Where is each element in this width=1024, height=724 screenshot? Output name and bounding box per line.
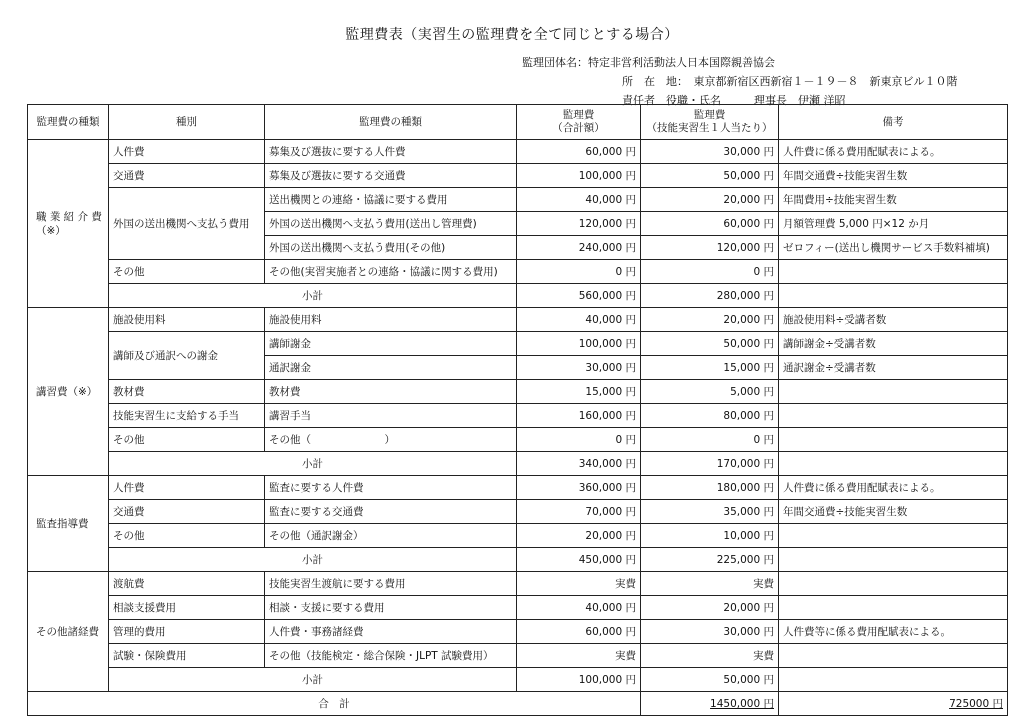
row-per-person: 120,000 円 <box>641 236 779 260</box>
row-per-person: 30,000 円 <box>641 140 779 164</box>
row-category: 教材費 <box>109 380 265 404</box>
row-kind: 送出機関との連絡・協議に要する費用 <box>265 188 517 212</box>
row-per-person: 15,000 円 <box>641 356 779 380</box>
row-per-person: 0 円 <box>641 428 779 452</box>
org-responsible: 責任者 役職・氏名 理事長 伊瀬 洋昭 <box>622 94 846 107</box>
table-row <box>28 428 1008 452</box>
row-note <box>779 428 1008 452</box>
row-per-person: 20,000 円 <box>641 188 779 212</box>
row-total: 60,000 円 <box>517 140 641 164</box>
subtotal-label: 小計 <box>109 668 517 692</box>
row-total: 100,000 円 <box>517 332 641 356</box>
subtotal-row <box>28 284 1008 308</box>
subtotal-total: 450,000 円 <box>517 548 641 572</box>
row-per-person: 50,000 円 <box>641 332 779 356</box>
row-note: 年間交通費÷技能実習生数 <box>779 164 1008 188</box>
table-row <box>28 164 1008 188</box>
row-kind: 施設使用料 <box>265 308 517 332</box>
table-row <box>28 380 1008 404</box>
row-kind: その他（ ） <box>265 428 517 452</box>
row-note: 人件費に係る費用配賦表による。 <box>779 476 1008 500</box>
header-category: 種別 <box>109 105 265 140</box>
subtotal-row <box>28 452 1008 476</box>
row-per-person: 35,000 円 <box>641 500 779 524</box>
row-total: 70,000 円 <box>517 500 641 524</box>
header-per-person: 監理費 （技能実習生１人当たり） <box>641 105 779 140</box>
row-category: 交通費 <box>109 500 265 524</box>
row-total: 100,000 円 <box>517 164 641 188</box>
row-per-person: 50,000 円 <box>641 164 779 188</box>
row-category: 渡航費 <box>109 572 265 596</box>
row-category: その他 <box>109 260 265 284</box>
row-per-person: 0 円 <box>641 260 779 284</box>
row-total: 実費 <box>517 572 641 596</box>
row-note <box>779 452 1008 476</box>
row-total: 120,000 円 <box>517 212 641 236</box>
row-category: 交通費 <box>109 164 265 188</box>
subtotal-total: 340,000 円 <box>517 452 641 476</box>
row-note: 年間費用÷技能実習生数 <box>779 188 1008 212</box>
row-category: その他 <box>109 524 265 548</box>
row-note: 人件費に係る費用配賦表による。 <box>779 140 1008 164</box>
table-row <box>28 596 1008 620</box>
row-total: 0 円 <box>517 428 641 452</box>
row-per-person: 30,000 円 <box>641 620 779 644</box>
page-title: 監理費表（実習生の監理費を全て同じとする場合） <box>345 27 679 43</box>
row-per-person: 実費 <box>641 644 779 668</box>
row-kind: その他(実習実施者との連絡・協議に関する費用) <box>265 260 517 284</box>
row-kind: その他（通訳謝金） <box>265 524 517 548</box>
row-kind: 相談・支援に要する費用 <box>265 596 517 620</box>
row-note <box>779 284 1008 308</box>
row-category: 技能実習生に支給する手当 <box>109 404 265 428</box>
row-per-person: 60,000 円 <box>641 212 779 236</box>
row-category: 外国の送出機関へ支払う費用 <box>109 188 265 260</box>
table-row <box>28 476 1008 500</box>
row-category: 講師及び通訳への謝金 <box>109 332 265 380</box>
group-label: 監査指導費 <box>28 476 109 572</box>
table-row <box>28 524 1008 548</box>
row-kind: 通訳謝金 <box>265 356 517 380</box>
group-label: 職 業 紹 介 費 （※） <box>28 140 109 308</box>
row-per-person: 20,000 円 <box>641 596 779 620</box>
group-label: その他諸経費 <box>28 572 109 692</box>
row-total: 60,000 円 <box>517 620 641 644</box>
table-row <box>28 332 1008 356</box>
table-row <box>28 572 1008 596</box>
table-row <box>28 260 1008 284</box>
row-kind: その他（技能検定・総合保険・JLPT 試験費用） <box>265 644 517 668</box>
table-row <box>28 644 1008 668</box>
subtotal-per-person: 225,000 円 <box>641 548 779 572</box>
fee-table <box>27 104 1008 716</box>
row-note <box>779 596 1008 620</box>
row-per-person: 実費 <box>641 572 779 596</box>
row-category: 人件費 <box>109 140 265 164</box>
table-header-row <box>28 105 1008 140</box>
table-row <box>28 500 1008 524</box>
row-note <box>779 380 1008 404</box>
row-per-person: 5,000 円 <box>641 380 779 404</box>
row-total: 15,000 円 <box>517 380 641 404</box>
grand-total-row <box>28 692 1008 716</box>
row-total: 40,000 円 <box>517 188 641 212</box>
subtotal-per-person: 280,000 円 <box>641 284 779 308</box>
row-kind: 講習手当 <box>265 404 517 428</box>
grand-total-total: 1450,000 円 <box>641 692 779 716</box>
grand-total-per-person: 725000 円 <box>779 692 1008 716</box>
row-note <box>779 572 1008 596</box>
grand-total-label: 合 計 <box>28 692 641 716</box>
row-total: 30,000 円 <box>517 356 641 380</box>
subtotal-label: 小計 <box>109 548 517 572</box>
row-category: その他 <box>109 428 265 452</box>
subtotal-per-person: 50,000 円 <box>641 668 779 692</box>
header-type: 監理費の種類 <box>28 105 109 140</box>
org-name: 監理団体名：特定非営利活動法人日本国際親善協会 <box>522 56 775 69</box>
row-category: 試験・保険費用 <box>109 644 265 668</box>
row-kind: 講師謝金 <box>265 332 517 356</box>
subtotal-row <box>28 668 1008 692</box>
row-total: 20,000 円 <box>517 524 641 548</box>
header-kind: 監理費の種類 <box>265 105 517 140</box>
row-category: 施設使用料 <box>109 308 265 332</box>
row-kind: 外国の送出機関へ支払う費用(その他) <box>265 236 517 260</box>
row-per-person: 10,000 円 <box>641 524 779 548</box>
row-category: 相談支援費用 <box>109 596 265 620</box>
row-total: 0 円 <box>517 260 641 284</box>
row-note <box>779 548 1008 572</box>
row-kind: 募集及び選抜に要する人件費 <box>265 140 517 164</box>
row-per-person: 20,000 円 <box>641 308 779 332</box>
row-total: 360,000 円 <box>517 476 641 500</box>
row-kind: 監査に要する人件費 <box>265 476 517 500</box>
header-total: 監理費 （合計額） <box>517 105 641 140</box>
row-note <box>779 260 1008 284</box>
row-category: 管理的費用 <box>109 620 265 644</box>
row-note: ゼロフィー(送出し機関サービス手数料補填) <box>779 236 1008 260</box>
subtotal-label: 小計 <box>109 284 517 308</box>
table-row <box>28 140 1008 164</box>
row-total: 実費 <box>517 644 641 668</box>
row-per-person: 180,000 円 <box>641 476 779 500</box>
row-category: 人件費 <box>109 476 265 500</box>
subtotal-label: 小計 <box>109 452 517 476</box>
row-note: 月額管理費 5,000 円×12 か月 <box>779 212 1008 236</box>
row-note <box>779 524 1008 548</box>
row-kind: 外国の送出機関へ支払う費用(送出し管理費) <box>265 212 517 236</box>
group-label: 講習費（※） <box>28 308 109 476</box>
row-kind: 募集及び選抜に要する交通費 <box>265 164 517 188</box>
organization-info <box>522 53 958 110</box>
row-note <box>779 668 1008 692</box>
row-total: 40,000 円 <box>517 308 641 332</box>
row-note: 講師謝金÷受講者数 <box>779 332 1008 356</box>
row-note: 人件費等に係る費用配賦表による。 <box>779 620 1008 644</box>
subtotal-total: 560,000 円 <box>517 284 641 308</box>
row-kind: 監査に要する交通費 <box>265 500 517 524</box>
subtotal-row <box>28 548 1008 572</box>
row-note: 通訳謝金÷受講者数 <box>779 356 1008 380</box>
row-note: 年間交通費÷技能実習生数 <box>779 500 1008 524</box>
row-kind: 技能実習生渡航に要する費用 <box>265 572 517 596</box>
row-kind: 教材費 <box>265 380 517 404</box>
row-note: 施設使用料÷受講者数 <box>779 308 1008 332</box>
subtotal-total: 100,000 円 <box>517 668 641 692</box>
table-row <box>28 404 1008 428</box>
row-total: 40,000 円 <box>517 596 641 620</box>
row-note <box>779 644 1008 668</box>
row-total: 240,000 円 <box>517 236 641 260</box>
row-kind: 人件費・事務諸経費 <box>265 620 517 644</box>
header-note: 備考 <box>779 105 1008 140</box>
table-row <box>28 620 1008 644</box>
org-address: 所 在 地： 東京都新宿区西新宿１－１９－８ 新東京ビル１０階 <box>622 75 958 88</box>
table-row <box>28 308 1008 332</box>
table-row <box>28 188 1008 212</box>
subtotal-per-person: 170,000 円 <box>641 452 779 476</box>
row-total: 160,000 円 <box>517 404 641 428</box>
row-per-person: 80,000 円 <box>641 404 779 428</box>
row-note <box>779 404 1008 428</box>
